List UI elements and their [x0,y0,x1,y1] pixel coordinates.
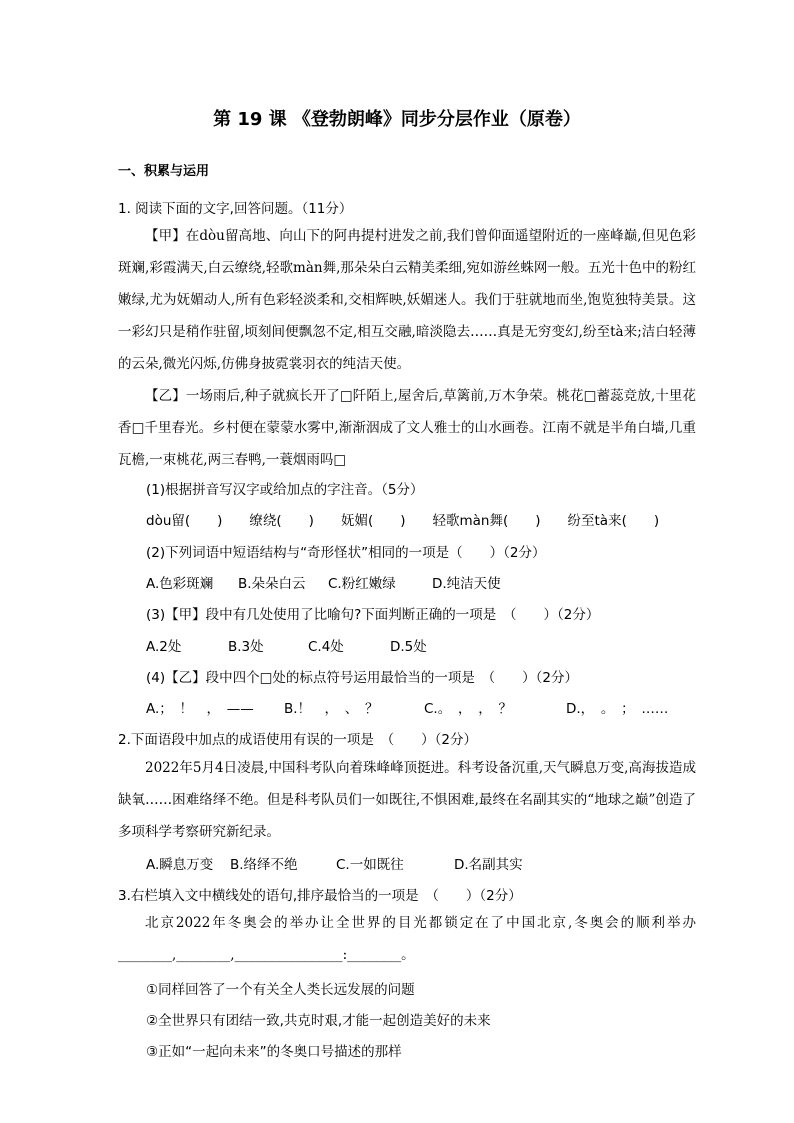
subquestion-2: (2)下列词语中短语结构与“奇形怪状”相同的一项是（ ）（2分） [146,545,546,561]
passage-yi: 【乙】一场雨后,种子就疯长开了□阡陌上,屋舍后,草篱前,万木争荣。桃花□蓄蕊竞放,十里花香□千里春光。乡村便在蒙蒙水雾中,渐渐洇成了文人雅士的山水画卷。江南不就是半角白墙,几重瓦檐,一束桃花,两三春鸭,一蓑烟雨吗□ [118,388,696,468]
subquestion-4-options [146,697,668,717]
question-3-passage: 北京2022年冬奥会的举办让全世界的目光都锁定在了中国北京,冬奥会的顺利举办________,________,________________:________。 [118,915,696,963]
passage-jia: 【甲】在dòu留高地、向山下的阿冉提村进发之前,我们曾仰面遥望附近的一座峰巅,但见色彩斑斓,彩霞满天,白云缭绕,轻歌màn舞,那朵朵白云精美柔细,宛如游丝蛛网一般。五光十色中的粉红嫩绿,尤为妩媚动人,所有色彩轻淡柔和,交相辉映,妖媚迷人。我们于驻就地而坐,饱览独特美景。这一彩幻只是稍作驻留,顷刻间便飘忽不定,相互交融,暗淡隐去……真是无穷变幻,纷至tà来;洁白轻薄的云朵,微光闪烁,仿佛身披霓裳羽衣的纯洁天使。 [118,228,696,372]
option-d: D.， 。 ； …… [566,701,669,717]
option-d: D.名副其实 [454,857,523,873]
option-d: D.5处 [390,639,427,655]
page-title: 第 19 课 《登勃朗峰》同步分层作业（原卷） [213,109,581,130]
question-3-item-3: ③正如“一起向未来”的冬奥口号描述的那样 [146,1044,402,1060]
question-1-stem: 1. 阅读下面的文字,回答问题。（11分） [118,201,353,217]
option-c: C.。 ， ， ？ [424,701,512,717]
subquestion-3: (3)【甲】段中有几处使用了比喻句?下面判断正确的一项是 （ ）（2分） [146,607,600,623]
question-2-passage: 2022年5月4日凌晨,中国科考队向着珠峰峰顶挺进。科考设备沉重,天气瞬息万变,高海拔造成缺氧……困难络绎不绝。但是科考队员们一如既往,不惧困难,最终在名副其实的“地球之巅”创造了多项科学考察研究新纪录。 [118,760,696,840]
question-2-options [146,853,523,873]
option-b: B.朵朵白云 [238,576,306,592]
option-c: C.4处 [308,639,344,655]
subquestion-1-items: dòu留( ) 缭绕( ) 妩媚( ) 轻歌màn舞( ) 纷至tà来( ) [146,513,660,529]
option-a: A.瞬息万变 [146,857,214,873]
option-a: A.； ！ ， —— [146,701,254,717]
option-a: A.2处 [146,639,182,655]
option-b: B.！ ， 、 ？ [284,701,379,717]
option-a: A.色彩斑斓 [146,576,214,592]
option-c: C.一如既往 [336,857,404,873]
option-c: C.粉红嫩绿 [328,576,396,592]
subquestion-3-options [146,635,427,655]
question-3-stem: 3.右栏填入文中横线处的语句,排序最恰当的一项是 （ ）（2分） [118,888,522,904]
subquestion-1: (1)根据拼音写汉字或给加点的字注音。（5分） [146,482,424,498]
option-d: D.纯洁天使 [432,576,501,592]
subquestion-2-options [146,572,501,592]
option-b: B.络绎不绝 [230,857,298,873]
question-3-item-1: ①同样回答了一个有关全人类长远发展的问题 [146,982,415,998]
question-3-item-2: ②全世界只有团结一致,共克时艰,才能一起创造美好的未来 [146,1013,491,1029]
section-heading: 一、积累与运用 [118,164,210,179]
question-2-stem: 2.下面语段中加点的成语使用有误的一项是 （ ）（2分） [118,732,477,748]
option-b: B.3处 [228,639,264,655]
subquestion-4: (4)【乙】段中四个□处的标点符号运用最恰当的一项是 （ ）（2分） [146,670,578,686]
